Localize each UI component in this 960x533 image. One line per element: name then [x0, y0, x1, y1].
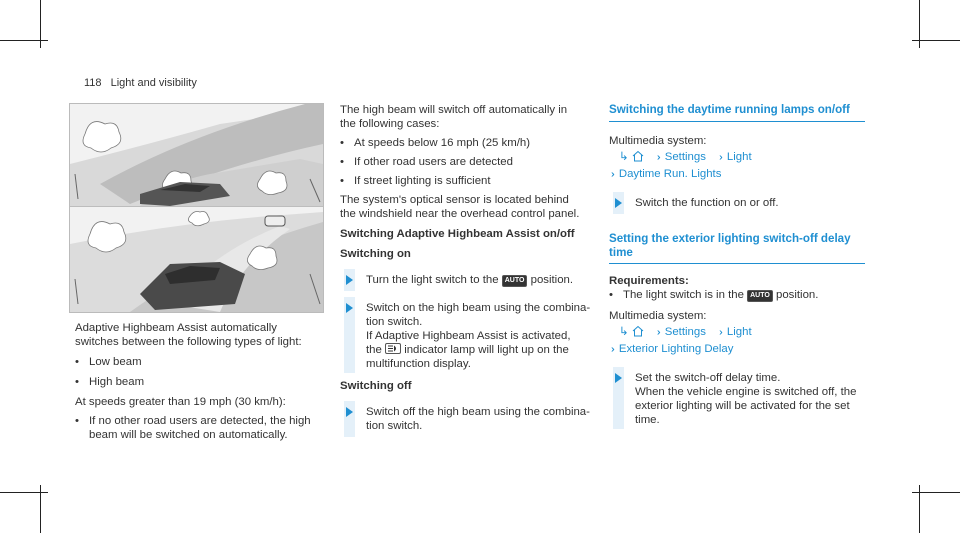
road-scene-image: [70, 104, 323, 312]
home-icon: [632, 150, 644, 166]
left-column: [75, 321, 325, 442]
nav-path: [609, 342, 865, 357]
nav-path: [609, 150, 865, 166]
home-icon: [632, 325, 644, 341]
list-item-text: The light switch is in the: [623, 289, 744, 301]
nav-path: [609, 167, 865, 182]
auto-light-icon: AUTO: [747, 290, 773, 302]
step-item: [609, 196, 865, 210]
list-item-text: If no other road users are detected, the high: [89, 415, 311, 427]
step-text: exterior lighting will be activated for the set: [635, 400, 850, 412]
chevron-double-right-icon: ››: [719, 327, 720, 338]
step-text: Switch the function on or off.: [635, 197, 779, 209]
step-text: When the vehicle engine is switched off, the: [635, 386, 857, 398]
nav-settings[interactable]: Settings: [664, 151, 706, 163]
step-text: Turn the light switch to the: [366, 274, 499, 286]
list-item-continuation: beam will be switched on automatically.: [89, 429, 288, 441]
crop-mark: [912, 40, 960, 41]
step-text: position.: [530, 274, 574, 286]
step-item: [340, 273, 595, 287]
sensor-line: the windshield near the overhead control panel.: [340, 208, 580, 220]
multimedia-label: Multimedia system:: [609, 310, 707, 322]
step-text: time.: [635, 414, 660, 426]
nav-exterior-lighting-delay[interactable]: Exterior Lighting Delay: [618, 343, 734, 355]
heading-rule: [609, 121, 865, 122]
chevron-double-right-icon: ››: [719, 152, 720, 163]
heading-rule: [609, 263, 865, 264]
step-text: multifunction display.: [366, 358, 471, 370]
section-heading-delay: Setting the exterior lighting switch-off delay: [609, 232, 851, 245]
nav-daytime-run-lights[interactable]: Daytime Run. Lights: [618, 168, 722, 180]
step-arrow-icon: [615, 373, 622, 383]
high-beam-indicator-icon: [385, 343, 401, 354]
list-item-text: position.: [775, 289, 819, 301]
list-item: • At speeds below 16 mph (25 km/h): [340, 137, 531, 149]
multimedia-label: Multimedia system:: [609, 135, 707, 147]
crop-mark: [0, 492, 48, 493]
step-item: [340, 405, 595, 433]
subheading-off: Switching off: [340, 380, 412, 392]
crop-mark: [0, 40, 48, 41]
list-item: • Low beam: [75, 356, 142, 368]
chevron-double-right-icon: ››: [656, 152, 658, 163]
step-arrow-icon: [615, 198, 622, 208]
chevron-double-right-icon: ››: [611, 169, 612, 180]
step-text: the: [366, 344, 382, 356]
section-heading-delay: time: [609, 246, 633, 259]
highbeam-illustration: [69, 103, 324, 313]
step-arrow-icon: [346, 275, 353, 285]
auto-light-icon: AUTO: [502, 275, 528, 287]
nav-path: [609, 325, 865, 341]
speed-text: At speeds greater than 19 mph (30 km/h):: [75, 396, 286, 408]
step-text: If Adaptive Highbeam Assist is activated,: [366, 330, 571, 342]
nav-light[interactable]: Light: [726, 151, 752, 163]
list-item-text: If street lighting is sufficient: [354, 175, 491, 187]
step-text: tion switch.: [366, 420, 423, 432]
list-item: • If no other road users are detected, the high: [75, 415, 311, 427]
subheading-on: Switching on: [340, 248, 411, 260]
step-text: Switch off the high beam using the combina-: [366, 406, 590, 418]
section-heading-daytime: Switching the daytime running lamps on/off: [609, 103, 850, 116]
list-item: • The light switch is in the AUTO position.: [609, 289, 819, 301]
step-text: Switch on the high beam using the combina-: [366, 302, 591, 314]
sensor-line: The system's optical sensor is located behind: [340, 194, 569, 206]
list-item-text: High beam: [89, 376, 145, 388]
section-title: Light and visibility: [110, 77, 197, 89]
right-column: [609, 103, 865, 427]
nav-return-arrow-icon: ↳: [619, 326, 629, 338]
section-heading: Switching Adaptive Highbeam Assist on/off: [340, 228, 575, 240]
page-header: [84, 76, 197, 90]
chevron-double-right-icon: ››: [656, 327, 658, 338]
caption-line: Adaptive Highbeam Assist automatically: [75, 322, 277, 334]
list-item: • If street lighting is sufficient: [340, 175, 491, 187]
middle-column: [340, 103, 595, 433]
step-text: indicator lamp will light up on the: [404, 344, 569, 356]
list-item-text: At speeds below 16 mph (25 km/h): [354, 137, 531, 149]
list-item: • If other road users are detected: [340, 156, 513, 168]
intro-line: The high beam will switch off automatically in: [340, 104, 568, 116]
caption-line: switches between the following types of light:: [75, 336, 302, 348]
step-text: Set the switch-off delay time.: [635, 372, 781, 384]
list-item: • High beam: [75, 376, 145, 388]
page-number: 118: [84, 77, 102, 89]
crop-mark: [912, 492, 960, 493]
step-text: tion switch.: [366, 316, 423, 328]
chevron-double-right-icon: ››: [611, 344, 612, 355]
step-arrow-icon: [346, 407, 353, 417]
nav-return-arrow-icon: ↳: [619, 151, 629, 163]
step-item: [609, 371, 865, 427]
step-arrow-icon: [346, 303, 353, 313]
requirements-label: Requirements:: [609, 275, 689, 287]
nav-light[interactable]: Light: [726, 326, 752, 338]
list-item-text: Low beam: [89, 356, 142, 368]
nav-settings[interactable]: Settings: [664, 326, 706, 338]
step-item: [340, 301, 595, 371]
list-item-text: If other road users are detected: [354, 156, 513, 168]
intro-line: the following cases:: [340, 118, 440, 130]
